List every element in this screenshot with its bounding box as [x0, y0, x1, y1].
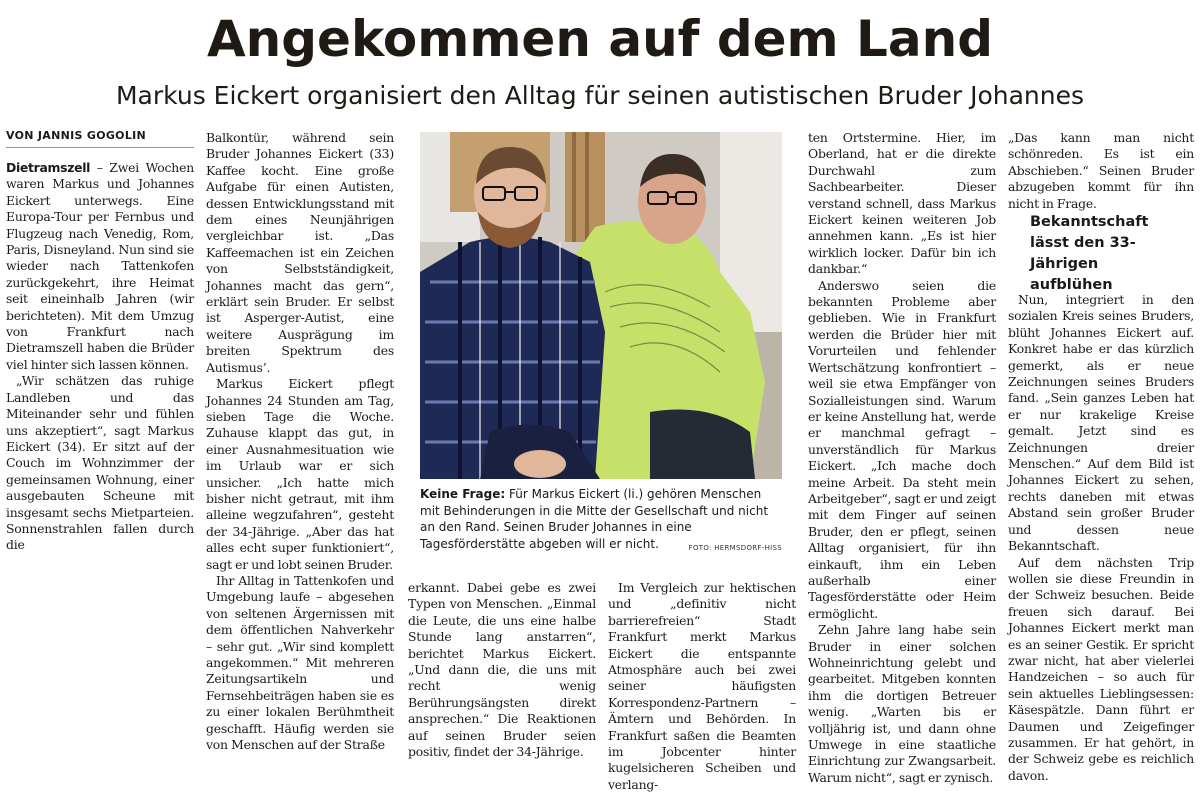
byline: VON JANNIS GOGOLIN — [6, 128, 194, 148]
intro-text: – Zwei Wochen waren Markus und Johannes Eickert unterwegs. Eine Europa-Tour per Fernbus und Flugzeug nach Venedig, Rom, Paris, Disneyland. Nun sind sie wieder nach Tattenkofen zurückgekehrt, ihre Heimat seit eineinhalb Jahren (wir berichteten). Mit dem Umzug von Frankfurt nach Dietramszell haben die Brüder viel hinter sich lassen können. — [6, 160, 194, 372]
caption-lead: Keine Frage: — [420, 487, 506, 501]
column-3 — [408, 580, 596, 760]
paragraph: Im Vergleich zur hektischen und „definitiv nicht barrierefreien“ Stadt Frankfurt merkt Markus Eickert die entspannte Atmosphäre auch bei zwei seiner häufigsten Korrespondenz-Partnern – Ämtern und Behörden. In Frankfurt saßen die Beamten im Jobcenter hinter kugelsicheren Scheiben und verlang- — [608, 580, 796, 792]
paragraph: „Das kann man nicht schönreden. Es ist ein Abschieben.“ Seinen Bruder abzugeben kommt für ihn nicht in Frage. — [1008, 130, 1194, 211]
section-subhead: Bekanntschaft lässt den 33-Jährigen aufblühen — [1030, 214, 1149, 293]
column-2 — [206, 130, 394, 753]
column-6-bottom — [1008, 292, 1194, 783]
headline: Angekommen auf dem Land — [206, 10, 994, 68]
paragraph: erkannt. Dabei gebe es zwei Typen von Menschen. „Einmal die Leute, die uns eine halbe Stunde lang anstarren“, berichtet Markus Eickert. „Und dann die, die uns mit recht wenig Berührungsängsten direkt ansprechen.“ Die Reaktionen auf seinen Bruder seien positiv, findet der 34-Jährige. — [408, 580, 596, 760]
column-5 — [808, 130, 996, 785]
paragraph: Nun, integriert in den sozialen Kreis seines Bruders, blüht Johannes Eickert auf. Konkret habe er das kürzlich gemerkt, als er neue Zeichnungen seines Bruders fand. „Sein ganzes Leben hat er nur krakelige Kreise gemalt. Jetzt sind es Zeichnungen dreier Menschen.“ Auf dem Bild ist Johannes Eickert zu sehen, rechts daneben mit etwas Abstand sein großer Bruder und dessen neue Bekanntschaft. — [1008, 292, 1194, 554]
intro-paragraph — [6, 160, 194, 373]
paragraph: Anderswo seien die bekannten Probleme aber geblieben. Wie in Frankfurt werden die Brüder hier mit Vorurteilen und fehlender Wertschätzung konfrontiert – weil sie etwa Empfänger von Sozialleistungen sind. Warum er keine Anstellung hat, werde er manchmal gefragt – unverständlich für Markus Eickert. „Ich mache doch meine Arbeit. Da steht mein Arbeitgeber“, sagt er und zeigt mit dem Finger auf seinen Bruder, den er pflegt, seinen Alltag organisiert, für ihn einkauft, ihm ein Leben außerhalb einer Tagesförderstätte oder Heim ermöglicht. — [808, 277, 996, 621]
column-4 — [608, 580, 796, 792]
paragraph: Zehn Jahre lang habe sein Bruder in einer solchen Wohneinrichtung gelebt und gearbeitet. Mitgeben konnten ihm die dortigen Betreuer wenig. „Warten bis er volljährig ist, und dann ohne Umwege in eine staatliche Einrichtung zur Zwangsarbeit. Warum nicht“, sagt er zynisch. — [808, 622, 996, 785]
dateline: Dietramszell — [6, 160, 91, 175]
subheadline: Markus Eickert organisiert den Alltag für seinen autistischen Bruder Johannes — [115, 81, 1085, 110]
paragraph: Ihr Alltag in Tattenkofen und Umgebung laufe – abgesehen von seltenen Ärgernissen mit dem öffentlichen Nahverkehr – sehr gut. „Wir sind komplett angekommen.“ Mit mehreren Zeitungsartikeln und Fernsehbeiträgen haben sie es zu einer lokalen Berühmtheit geschafft. Häufig werden sie von Menschen auf der Straße — [206, 572, 394, 753]
photo-brothers-on-couch — [420, 132, 782, 479]
paragraph: Balkontür, während sein Bruder Johannes Eickert (33) Kaffee kocht. Eine große Aufgabe für einen Autisten, dessen Entwicklungsstand mit dem eines Neunjährigen vergleichbar ist. „Das Kaffeemachen ist ein Zeichen von Selbstständigkeit, Johannes macht das gern“, erklärt sein Bruder. Er selbst ist Asperger-Autist, eine weitere Ausprägung im breiten Spektrum des Autismus’. — [206, 130, 394, 375]
photo-credit: FOTO: HERMSDORF-HISS — [688, 543, 782, 552]
paragraph: Auf dem nächsten Trip wollen sie diese Freundin in der Schweiz besuchen. Beide freuen sich darauf. Bei Johannes Eickert merkt man es an seiner Gestik. Er spricht zwar nicht, hat aber vielerlei Handzeichen – so auch für sein aktuelles Lieblingsessen: Käsespätzle. Dann führt er Daumen und Zeigefinger zusammen. Er hat gehört, in der Schweiz gebe es reichlich davon. — [1008, 554, 1194, 783]
caption-text: Für Markus Eickert (li.) gehören Menschen mit Behinderungen in die Mitte der Gesellschaft und nicht an den Rand. Seinen Bruder Johannes in eine Tagesförderstätte abgeben will er nicht. — [420, 487, 769, 551]
column-1 — [6, 160, 194, 590]
article-photo — [420, 132, 782, 479]
paragraph: ten Ortstermine. Hier, im Oberland, hat er die direkte Durchwahl zum Sachbearbeiter. Dieser verstand schnell, dass Markus Eickert keinen weiteren Job annehmen kann. „Es ist hier wirklich locker. Dafür bin ich dankbar.“ — [808, 130, 996, 277]
paragraph: „Wir schätzen das ruhige Landleben und das Miteinander sehr und fühlen uns akzeptiert“, sagt Markus Eickert (34). Er sitzt auf der Couch im Wohnzimmer der gemeinsamen Wohnung, einer ausgebauten Scheune mit insgesamt sechs Mietparteien. Sonnenstrahlen fallen durch die — [6, 373, 194, 553]
column-6-top — [1008, 130, 1194, 211]
paragraph: Markus Eickert pflegt Johannes 24 Stunden am Tag, sieben Tage die Woche. Zuhause klappt das gut, in einer Ausnahmesituation wie im Urlaub war er sich unsicher. „Ich hatte mich bisher nicht getraut, mit ihm alleine wegzufahren“, gesteht der 34-Jährige. „Aber das hat alles echt super funktioniert“, sagt er und lobt seinen Bruder. — [206, 376, 394, 572]
photo-caption — [420, 486, 782, 556]
